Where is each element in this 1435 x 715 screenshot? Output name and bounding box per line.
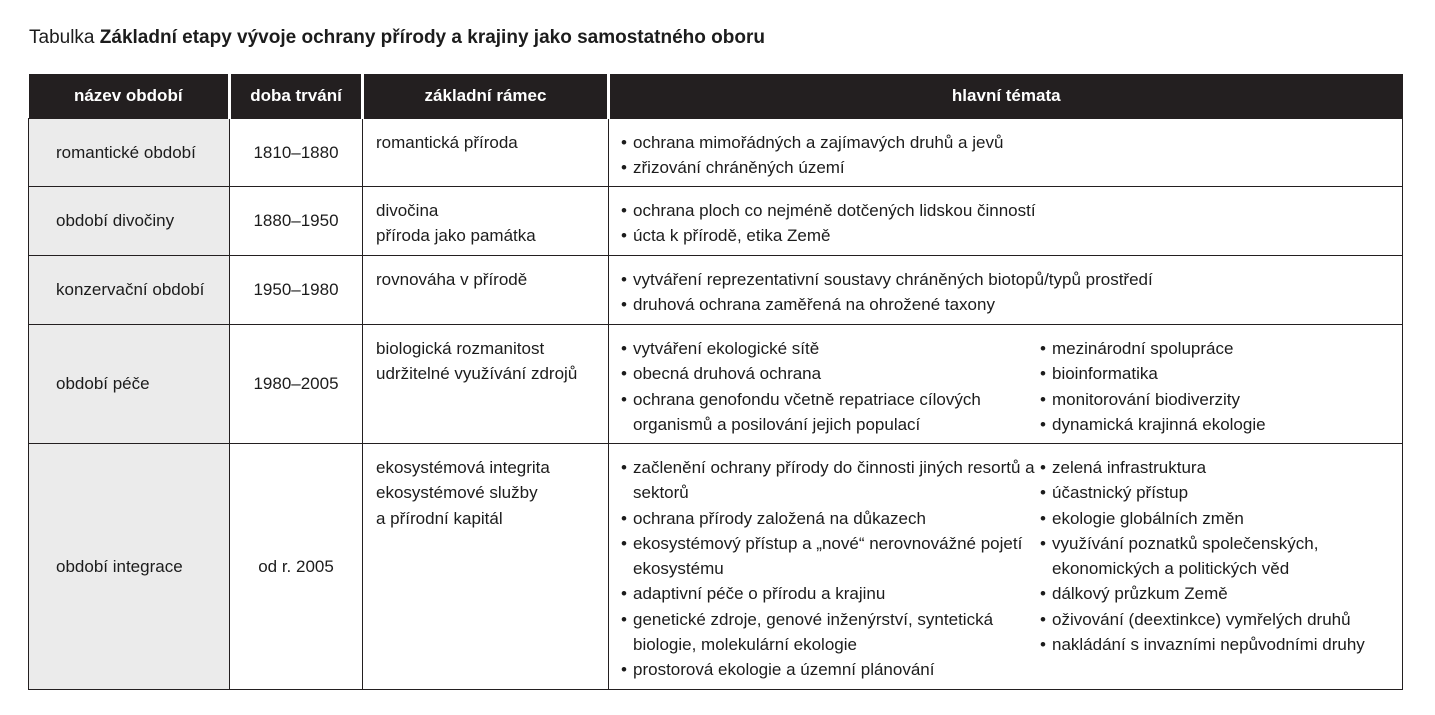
topic-item: • adaptivní péče o přírodu a krajinu bbox=[621, 581, 1040, 606]
period-framework bbox=[363, 325, 609, 444]
period-name: konzervační období bbox=[29, 256, 230, 325]
period-framework bbox=[363, 256, 609, 325]
table-caption bbox=[29, 26, 765, 50]
table-row bbox=[29, 256, 1403, 325]
topic-item: • ochrana přírody založená na důkazech bbox=[621, 506, 1040, 531]
topics-list bbox=[1040, 336, 1398, 437]
topic-item: • oživování (deextinkce) vymřelých druhů bbox=[1040, 607, 1398, 632]
topics-list bbox=[621, 267, 1398, 318]
header-name: název období bbox=[29, 74, 230, 119]
topic-item: • vytváření reprezentativní soustavy chráněných biotopů/typů prostředí bbox=[621, 267, 1398, 292]
topics-list bbox=[621, 198, 1398, 249]
header-framework: základní rámec bbox=[363, 74, 609, 119]
topic-item: • ochrana ploch co nejméně dotčených lidskou činností bbox=[621, 198, 1398, 223]
topic-item: • nakládání s invazními nepůvodními druhy bbox=[1040, 632, 1398, 657]
topic-item: • genetické zdroje, genové inženýrství, syntetická biologie, molekulární ekologie bbox=[621, 607, 1040, 658]
topic-item: • mezinárodní spolupráce bbox=[1040, 336, 1398, 361]
period-topics bbox=[609, 444, 1403, 690]
topics-list bbox=[621, 336, 1040, 437]
framework-item: udržitelné využívání zdrojů bbox=[376, 364, 578, 384]
period-duration: 1980–2005 bbox=[230, 325, 363, 444]
topics-list bbox=[621, 130, 1398, 181]
stages-table bbox=[28, 74, 1403, 690]
caption-title: Základní etapy vývoje ochrany přírody a krajiny jako samostatného oboru bbox=[99, 27, 765, 48]
topic-item: • ekologie globálních změn bbox=[1040, 506, 1398, 531]
topic-item: • dálkový průzkum Země bbox=[1040, 581, 1398, 606]
period-duration: 1810–1880 bbox=[230, 119, 363, 187]
topic-item: • dynamická krajinná ekologie bbox=[1040, 412, 1398, 437]
topic-item: • zelená infrastruktura bbox=[1040, 455, 1398, 480]
framework-item: rovnováha v přírodě bbox=[376, 270, 528, 289]
table-row bbox=[29, 119, 1403, 187]
framework-item: ekosystémové služby bbox=[376, 483, 538, 503]
period-name: období integrace bbox=[29, 444, 230, 690]
topic-item: • ekosystémový přístup a „nové“ nerovnovážné pojetí ekosystému bbox=[621, 531, 1040, 582]
topic-item: • bioinformatika bbox=[1040, 361, 1398, 386]
topic-item: • vytváření ekologické sítě bbox=[621, 336, 1040, 361]
topic-item: • prostorová ekologie a územní plánování bbox=[621, 657, 1040, 682]
topic-item: • ochrana genofondu včetně repatriace cílových organismů a posilování jejich populací bbox=[621, 387, 1040, 438]
topic-item: • druhová ochrana zaměřená na ohrožené taxony bbox=[621, 292, 1398, 317]
header-row bbox=[29, 74, 1403, 119]
table-row bbox=[29, 187, 1403, 256]
period-name: období péče bbox=[29, 325, 230, 444]
header-duration: doba trvání bbox=[230, 74, 363, 119]
topic-item: • využívání poznatků společenských, ekonomických a politických věd bbox=[1040, 531, 1398, 582]
topic-item: • ochrana mimořádných a zajímavých druhů a jevů bbox=[621, 130, 1398, 155]
period-topics bbox=[609, 256, 1403, 325]
header-topics: hlavní témata bbox=[609, 74, 1403, 119]
period-framework bbox=[363, 119, 609, 187]
framework-item: příroda jako památka bbox=[376, 226, 536, 246]
topics-list bbox=[621, 455, 1040, 683]
framework-item: romantická příroda bbox=[376, 133, 518, 152]
framework-item: a přírodní kapitál bbox=[376, 508, 503, 528]
period-duration: 1950–1980 bbox=[230, 256, 363, 325]
period-framework bbox=[363, 187, 609, 256]
period-duration: 1880–1950 bbox=[230, 187, 363, 256]
topic-item: • obecná druhová ochrana bbox=[621, 361, 1040, 386]
caption-prefix: Tabulka bbox=[29, 27, 95, 48]
period-topics bbox=[609, 325, 1403, 444]
framework-item: divočina bbox=[376, 201, 439, 220]
topic-item: • úcta k přírodě, etika Země bbox=[621, 223, 1398, 248]
period-name: romantické období bbox=[29, 119, 230, 187]
topic-item: • zřizování chráněných území bbox=[621, 155, 1398, 180]
table-row bbox=[29, 325, 1403, 444]
framework-item: biologická rozmanitost bbox=[376, 339, 545, 358]
topic-item: • monitorování biodiverzity bbox=[1040, 387, 1398, 412]
table-row bbox=[29, 444, 1403, 690]
period-framework bbox=[363, 444, 609, 690]
period-topics bbox=[609, 119, 1403, 187]
period-topics bbox=[609, 187, 1403, 256]
topics-list bbox=[1040, 455, 1398, 657]
topic-item: • účastnický přístup bbox=[1040, 480, 1398, 505]
period-duration: od r. 2005 bbox=[230, 444, 363, 690]
framework-item: ekosystémová integrita bbox=[376, 458, 550, 477]
period-name: období divočiny bbox=[29, 187, 230, 256]
topic-item: • začlenění ochrany přírody do činnosti jiných resortů a sektorů bbox=[621, 455, 1040, 506]
